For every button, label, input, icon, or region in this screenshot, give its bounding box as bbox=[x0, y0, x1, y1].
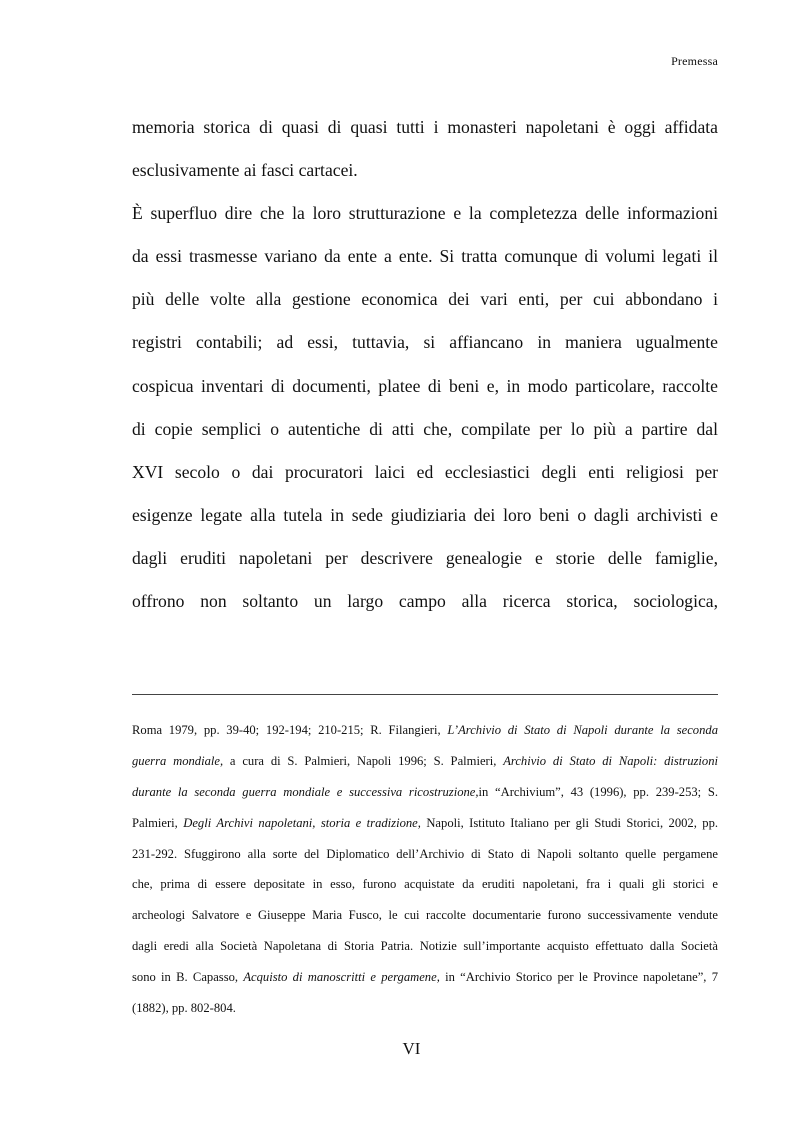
body-line: più delle volte alla gestione economica dei vari enti, per cui abbondano i bbox=[132, 289, 718, 310]
footnote-line: dagli eredi alla Società Napoletana di Storia Patria. Notizie sull’importante acquisto effettuato dalla Società bbox=[132, 939, 718, 954]
running-header: Premessa bbox=[671, 54, 718, 68]
footnote-line bbox=[132, 716, 718, 747]
footnote-text: Roma 1979, pp. 39-40; 192-194; 210-215; R. Filangieri, bbox=[132, 723, 448, 737]
footnote-text: in “Archivio Storico per le Province napoletane”, 7 bbox=[439, 970, 719, 985]
body-line: cospicua inventari di documenti, platee di beni e, in modo particolare, raccolte bbox=[132, 375, 718, 396]
body-line: dagli eruditi napoletani per descrivere genealogie e storie delle famiglie, bbox=[132, 547, 718, 568]
footnote-line: che, prima di essere depositate in esso, furono acquistate da eruditi napoletani, fra i quali gli storici e bbox=[132, 877, 718, 892]
footnote-text: sono in B. Capasso, bbox=[132, 970, 244, 985]
footnote-title: L’Archivio di Stato di Napoli durante la seconda bbox=[447, 723, 718, 737]
footnote-title: durante la seconda guerra mondiale e successiva ricostruzione, bbox=[132, 784, 479, 799]
footnote bbox=[132, 716, 718, 1025]
body-line: esigenze legate alla tutela in sede giudiziaria dei loro beni o dagli archivisti e bbox=[132, 504, 718, 525]
footnote-line bbox=[132, 809, 718, 840]
footnote-text: in “Archivium”, 43 (1996), pp. 239-253; S. bbox=[478, 784, 718, 799]
footnote-line: (1882), pp. 802-804. bbox=[132, 1001, 236, 1016]
footnote-text: a cura di S. Palmieri, Napoli 1996; S. Palmieri, bbox=[223, 753, 504, 768]
body-line: XVI secolo o dai procuratori laici ed ecclesiastici degli enti religiosi per bbox=[132, 461, 718, 482]
page-number: VI bbox=[402, 1039, 421, 1058]
footnote-title: guerra mondiale, bbox=[132, 753, 224, 768]
body-text bbox=[132, 110, 718, 627]
body-line: registri contabili; ad essi, tuttavia, si affiancano in maniera ugualmente bbox=[132, 332, 718, 353]
footnote-line: archeologi Salvatore e Giuseppe Maria Fusco, le cui raccolte documentarie furono successivamente vendute bbox=[132, 908, 718, 923]
footnote-title: Archivio di Stato di Napoli: distruzioni bbox=[503, 753, 719, 768]
footnote-line bbox=[132, 963, 718, 994]
footnote-title: Degli Archivi napoletani, storia e tradizione, bbox=[183, 815, 421, 830]
footnote-line bbox=[132, 778, 718, 809]
body-line: di copie semplici o autentiche di atti che, compilate per lo più a partire dal bbox=[132, 418, 718, 439]
body-line: offrono non soltanto un largo campo alla ricerca storica, sociologica, bbox=[132, 591, 718, 612]
body-line: memoria storica di quasi di quasi tutti i monasteri napoletani è oggi affidata bbox=[132, 117, 718, 137]
footnote-line bbox=[132, 747, 718, 778]
footnote-title: Acquisto di manoscritti e pergamene, bbox=[243, 970, 440, 985]
footnote-separator bbox=[132, 694, 718, 695]
footnote-text: Napoli, Istituto Italiano per gli Studi Storici, 2002, pp. bbox=[420, 815, 719, 830]
body-line: da essi trasmesse variano da ente a ente. Si tratta comunque di volumi legati il bbox=[132, 246, 718, 267]
body-line: È superfluo dire che la loro strutturazione e la completezza delle informazioni bbox=[132, 203, 718, 224]
footnote-text: Palmieri, bbox=[132, 815, 184, 830]
footnote-line: 231-292. Sfuggirono alla sorte del Diplomatico dell’Archivio di Stato di Napoli soltanto quelle pergamene bbox=[132, 846, 718, 861]
body-line: esclusivamente ai fasci cartacei. bbox=[132, 160, 358, 181]
